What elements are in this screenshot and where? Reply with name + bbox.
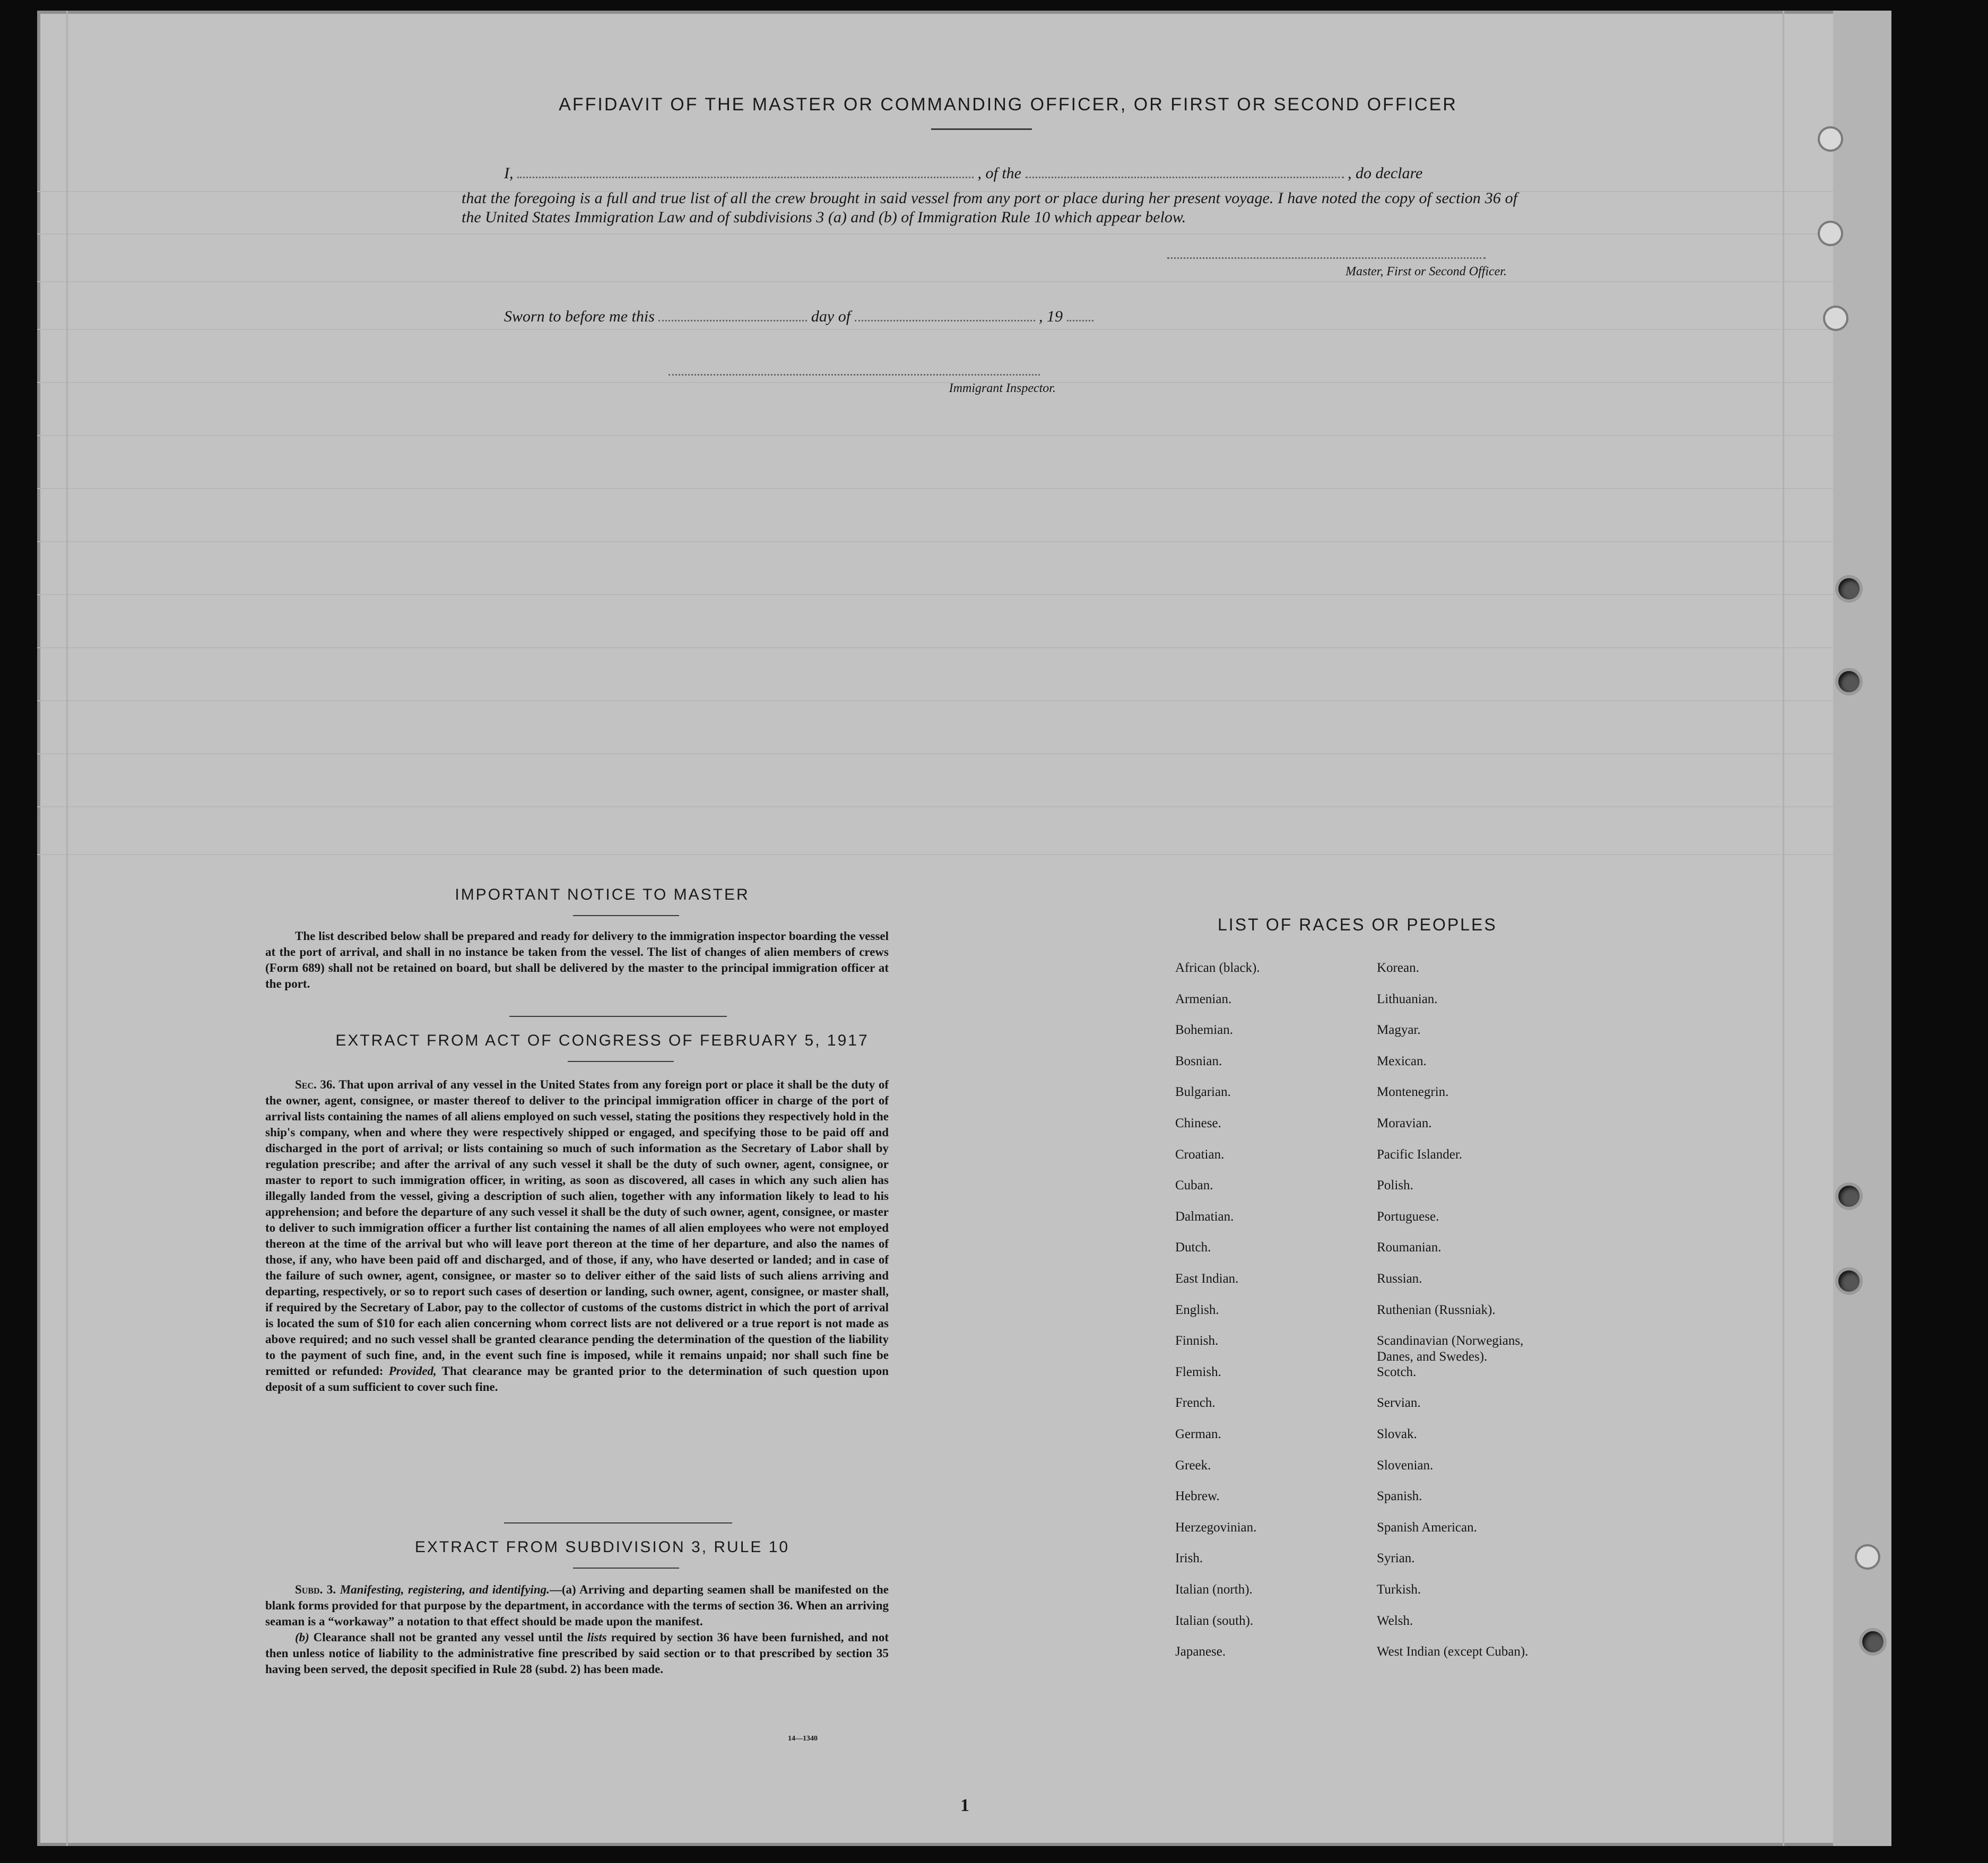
day-of-label: day of xyxy=(811,308,851,325)
punch-hole xyxy=(1820,223,1841,244)
affidavit-i: I, xyxy=(504,164,514,182)
rule-para-b xyxy=(265,1630,889,1677)
act-title: EXTRACT FROM ACT OF CONGRESS OF FEBRUARY 5, 1917 xyxy=(335,1032,869,1049)
punch-hole xyxy=(1862,1631,1883,1652)
act-title-rule xyxy=(568,1061,674,1062)
race-item: Servian. xyxy=(1377,1396,1421,1411)
punch-hole xyxy=(1838,671,1860,692)
para-b-lists: lists xyxy=(587,1631,607,1644)
race-item: Pacific Islander. xyxy=(1377,1147,1463,1162)
vessel-field[interactable] xyxy=(1026,171,1344,178)
race-item: Korean. xyxy=(1377,961,1419,975)
affidavit-declare: , do declare xyxy=(1348,164,1423,182)
act-paragraph xyxy=(265,1077,889,1395)
race-item: Scotch. xyxy=(1377,1364,1417,1379)
race-item: Russian. xyxy=(1377,1272,1422,1286)
race-item: Portuguese. xyxy=(1377,1209,1439,1224)
notice-text xyxy=(265,928,889,992)
race-item: Bohemian. xyxy=(1175,1023,1234,1038)
master-signature-block xyxy=(1135,252,1507,279)
race-item: Italian (north). xyxy=(1175,1582,1253,1597)
punch-hole xyxy=(1857,1546,1878,1568)
master-signature-label: Master, First or Second Officer. xyxy=(1345,265,1507,278)
rule-title: EXTRACT FROM SUBDIVISION 3, RULE 10 xyxy=(414,1538,790,1556)
sworn-line xyxy=(504,308,1247,326)
race-item: Ruthenian (Russniak). xyxy=(1377,1302,1496,1317)
rule-text xyxy=(265,1582,889,1677)
para-b-label: (b) xyxy=(295,1631,309,1644)
race-item: Cuban. xyxy=(1175,1178,1213,1193)
manifest-page xyxy=(37,11,1891,1846)
affidavit-declaration-line xyxy=(504,164,1533,182)
race-item: West Indian (except Cuban). xyxy=(1377,1644,1529,1659)
rule-title-rule xyxy=(573,1568,679,1569)
affidavit-title: AFFIDAVIT OF THE MASTER OR COMMANDING OFFICER, OR FIRST OR SECOND OFFICER xyxy=(559,94,1457,115)
sec-label: Sec. 36. xyxy=(295,1078,336,1091)
notice-rule xyxy=(509,1016,727,1017)
affidavit-body: that the foregoing is a full and true list of all the crew brought in said vessel from any port or place during her present voyage. I have noted the copy of section 36 of the United States Immigration Law and of subdivisions 3 (a) and (b) of Immigration Rule 10 which appear below. xyxy=(462,189,1517,226)
act-provided: Provided, xyxy=(388,1364,437,1378)
sworn-year-field[interactable] xyxy=(1067,315,1093,321)
race-item: Irish. xyxy=(1175,1551,1203,1566)
race-item: Roumanian. xyxy=(1377,1240,1442,1255)
name-field[interactable] xyxy=(517,171,974,178)
race-item: Turkish. xyxy=(1377,1582,1421,1597)
race-item: Japanese. xyxy=(1175,1644,1226,1659)
race-item: Welsh. xyxy=(1377,1613,1413,1628)
race-item: Dalmatian. xyxy=(1175,1209,1234,1224)
form-number: 14—1340 xyxy=(788,1735,818,1743)
punch-hole xyxy=(1838,578,1860,599)
race-item: Polish. xyxy=(1377,1178,1413,1193)
race-item: Slovenian. xyxy=(1377,1458,1434,1473)
notice-paragraph: The list described below shall be prepared and ready for delivery to the immigration inspector boarding the vessel at the port of arrival, and shall in no instance be taken from the vessel. The list of changes of alien members of crews (Form 689) shall not be retained on board, but shall be delivered by the master to the principal immigration officer at the port. xyxy=(265,929,889,990)
act-text xyxy=(265,1077,889,1395)
race-item: Hebrew. xyxy=(1175,1489,1220,1504)
race-item: Chinese. xyxy=(1175,1116,1221,1130)
race-item: French. xyxy=(1175,1396,1216,1411)
race-item: Montenegrin. xyxy=(1377,1085,1449,1100)
para-a: —(a) Arriving and departing seamen shall be manifested on the blank forms provided for that purpose by the department, in accordance with the terms of section 36. When an arriving seaman is a “workaway” a notation to that effect should be made upon the manifest. xyxy=(265,1583,889,1628)
subd-label: Subd. 3. xyxy=(295,1583,336,1596)
race-item: Greek. xyxy=(1175,1458,1211,1473)
para-b-pre: Clearance shall not be granted any vessel until the xyxy=(313,1631,583,1644)
race-item: Slovak. xyxy=(1377,1427,1417,1441)
act-end: That clearance may be granted prior to the determination of such question upon deposit of a sum sufficient to cover such fine. xyxy=(265,1364,889,1394)
sworn-month-field[interactable] xyxy=(855,315,1035,321)
punch-hole xyxy=(1838,1186,1860,1207)
inspector-signature-label: Immigrant Inspector. xyxy=(949,381,1056,395)
race-item: Armenian. xyxy=(1175,991,1232,1006)
race-item: German. xyxy=(1175,1427,1221,1441)
act-rule xyxy=(504,1522,732,1524)
race-item: Bosnian. xyxy=(1175,1054,1222,1068)
act-body: That upon arrival of any vessel in the United States from any foreign port or place it shall be the duty of the owner, agent, consignee, or master thereof to deliver to the principal immigration officer in charge of the port of arrival lists containing the names of all aliens employed on such vessel, stating the positions they respectively hold in the ship's company, when and where they were respectively shipped or engaged, and specifying those to be paid off and discharged in the port of arrival; or lists containing so much of such information as the Secretary of Labor shall by regulation prescribe; and after the arrival of any such vessel it shall be the duty of such owner, agent, consignee, or master to report to such immigration officer, in writing, as soon as discovered, all cases in which any such alien has illegally landed from the vessel, giving a description of such alien, together with any information likely to lead to his apprehension; and before the departure of any such vessel it shall be the duty of such owner, agent, consignee, or master to deliver to such immigration officer a further list containing the names of all alien employees who were not employed thereon at the time of the arrival but who will leave port thereon at the time of her departure, and also the names of those, if any, who have been paid off and discharged, and of those, if any, who have deserted or landed; and in case of the failure of such owner, agent, consignee, or master so to deliver either of the said lists of such aliens arriving and departing, respectively, or so to report such cases of desertion or landing, such owner, agent, consignee, or master shall, if required by the Secretary of Labor, pay to the collector of customs of the customs district in which the port of arrival is located the sum of $10 for each alien concerning whom correct lists are not delivered or a true report is not made as above required; and no such vessel shall be granted clearance pending the determination of the question of the liability to the payment of such fine, and, in the event such fine is imposed, while it remains unpaid; nor shall such fine be remitted or refunded: xyxy=(265,1078,889,1378)
race-item: Spanish. xyxy=(1377,1489,1422,1504)
race-item: Moravian. xyxy=(1377,1116,1432,1130)
race-item: Herzegovinian. xyxy=(1175,1520,1257,1535)
margin-mark: 1 xyxy=(960,1796,969,1815)
race-item: Syrian. xyxy=(1377,1551,1415,1566)
notice-title-rule xyxy=(573,915,679,916)
punch-hole xyxy=(1825,308,1846,329)
page-edge-tabs xyxy=(1833,11,1891,1846)
affidavit-title-rule xyxy=(931,128,1032,130)
race-item: Italian (south). xyxy=(1175,1613,1254,1628)
sworn-label: Sworn to before me this xyxy=(504,308,655,325)
inspector-signature-field[interactable] xyxy=(669,369,1040,376)
race-item: East Indian. xyxy=(1175,1272,1239,1286)
para-b-post: required by section 36 have been furnished, and not then unless notice of liability to the administrative fine prescribed by said section or to that prescribed by section 35 having been served, the deposit specified in Rule 28 (subd. 2) has been made. xyxy=(265,1631,889,1676)
affidavit-of-the: , of the xyxy=(977,164,1021,182)
race-item: English. xyxy=(1175,1302,1219,1317)
race-item: Bulgarian. xyxy=(1175,1085,1231,1100)
punch-hole xyxy=(1820,128,1841,150)
race-item: Magyar. xyxy=(1377,1023,1421,1038)
race-item: Croatian. xyxy=(1175,1147,1225,1162)
punch-hole xyxy=(1838,1270,1860,1292)
races-title: LIST OF RACES OR PEOPLES xyxy=(1218,915,1497,934)
race-item: African (black). xyxy=(1175,961,1260,975)
master-signature-field[interactable] xyxy=(1167,252,1486,259)
sworn-day-field[interactable] xyxy=(658,315,807,321)
year-label: , 19 xyxy=(1039,308,1063,325)
notice-title: IMPORTANT NOTICE TO MASTER xyxy=(455,886,750,903)
subd-heading: Manifesting, registering, and identifying. xyxy=(340,1583,550,1596)
inspector-signature-block xyxy=(669,369,1056,396)
race-item: Flemish. xyxy=(1175,1364,1221,1379)
race-item: Finnish. xyxy=(1175,1334,1219,1348)
race-item: Mexican. xyxy=(1377,1054,1427,1068)
race-item: Spanish American. xyxy=(1377,1520,1477,1535)
race-item: Scandinavian (Norwegians, Danes, and Swedes). xyxy=(1377,1334,1524,1364)
rule-para-a xyxy=(265,1582,889,1630)
race-item: Dutch. xyxy=(1175,1240,1211,1255)
race-item: Lithuanian. xyxy=(1377,991,1438,1006)
